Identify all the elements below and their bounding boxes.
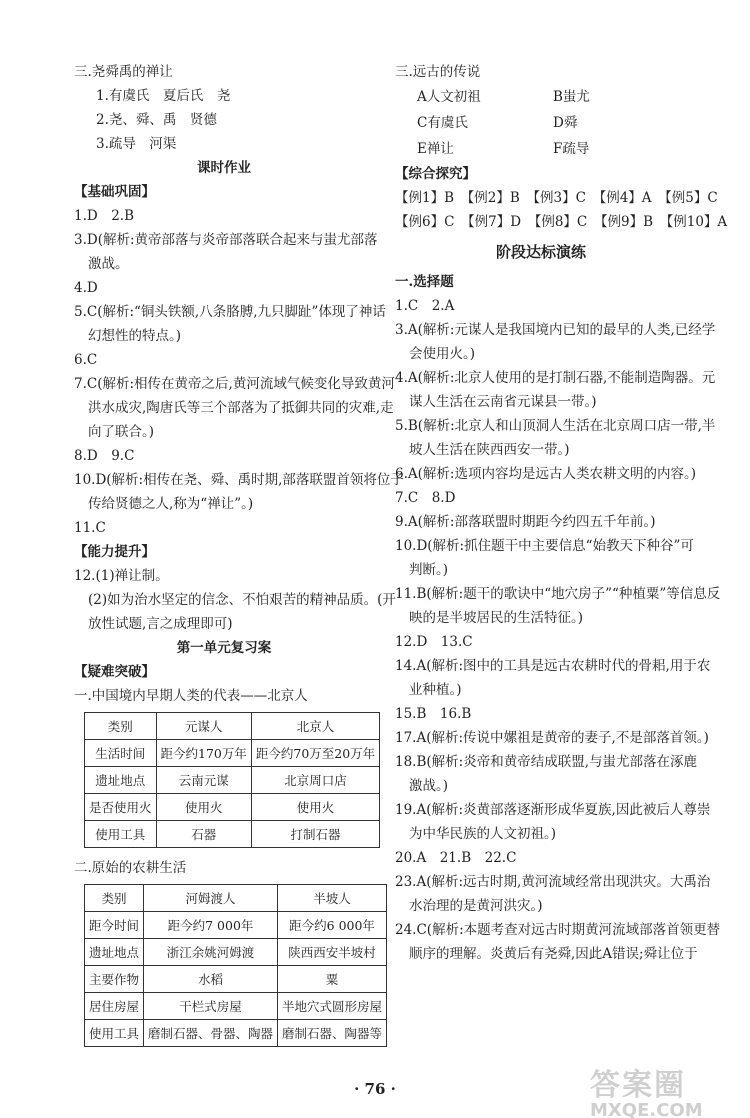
homework-title: 课时作业	[197, 160, 251, 176]
answer-line: 6.A(解析:选项内容均是远古人类农耕文明的内容。)	[395, 466, 696, 482]
table-cell: 是否使用火	[85, 794, 157, 821]
answer-line: 12.(1)禅让制。	[74, 568, 169, 584]
early-humans-table	[84, 712, 380, 848]
watermark-logo	[590, 1060, 740, 1118]
answer-line: 7.C(解析:相传在黄帝之后,黄河流域气候变化导致黄河	[74, 376, 395, 392]
answer-line: 18.B(解析:炎帝和黄帝结成联盟,与蚩尤部落在涿鹿	[395, 754, 697, 770]
answer-line: 水治理的是黄河洪灾。)	[409, 898, 543, 914]
answer-line: 6.C	[74, 352, 98, 368]
table-cell: 磨制石器、陶器等	[278, 1020, 387, 1047]
table-cell: 类别	[85, 885, 144, 912]
answer-line: 10.D(解析:相传在尧、舜、禹时期,部落联盟首领将位子	[74, 472, 404, 488]
table-cell: 遗址地点	[85, 939, 144, 966]
answer-item: F疏导	[553, 141, 590, 157]
section-heading: 三.尧舜禹的禅让	[74, 64, 173, 80]
table-row	[85, 912, 387, 939]
table-cell: 类别	[85, 713, 157, 740]
table-cell: 主要作物	[85, 966, 144, 993]
table-cell: 磨制石器、骨器、陶器	[144, 1020, 278, 1047]
answer-line: 谋人生活在云南省元谋县一带。)	[409, 394, 597, 410]
answer-line: 23.A(解析:远古时期,黄河流域经常出现洪灾。大禹治	[395, 874, 711, 890]
table-row	[85, 740, 380, 767]
table-cell: 距今约170万年	[156, 740, 251, 767]
choice-label: 一.选择题	[395, 274, 454, 290]
explore-label: 【综合探究】	[395, 166, 476, 182]
table-cell: 居住房屋	[85, 993, 144, 1020]
answer-line: 1.C 2.A	[395, 298, 455, 314]
answer-line: 1.有虞氏 夏后氏 尧	[96, 88, 231, 104]
answer-line: 5.B(解析:北京人和山顶洞人生活在北京周口店一带,半	[395, 418, 716, 434]
table-cell: 遗址地点	[85, 767, 157, 794]
table-row	[85, 939, 387, 966]
answer-line: 业种植。)	[409, 682, 462, 698]
answer-line: 12.D 13.C	[395, 634, 473, 650]
right-column	[395, 60, 728, 966]
table-cell: 半地穴式圆形房屋	[278, 993, 387, 1020]
answer-line: 10.D(解析:抓住题干中主要信息“始教天下种谷”可	[395, 538, 694, 554]
table-cell: 生活时间	[85, 740, 157, 767]
table-cell: 使用火	[156, 794, 251, 821]
table-cell: 浙江余姚河姆渡	[144, 939, 278, 966]
table-cell: 陕西西安半坡村	[278, 939, 387, 966]
answer-line: 传给贤德之人,称为“禅让”。)	[88, 496, 254, 512]
legend-answers	[395, 84, 687, 162]
answer-line: 坡人生活在陕西西安一带。)	[409, 442, 570, 458]
section-heading: 三.远古的传说	[395, 64, 481, 80]
examples-line: 【例6】C 【例7】D 【例8】C 【例9】B 【例10】A	[395, 214, 728, 230]
ability-label: 【能力提升】	[74, 544, 155, 560]
answer-line: 顺序的理解。炎黄后有尧舜,因此A错误;舜让位于	[409, 946, 698, 962]
answer-line: 4.D	[74, 280, 98, 296]
table1-heading: 一.中国境内早期人类的代表——北京人	[74, 688, 308, 704]
answer-item: E禅让	[417, 141, 454, 157]
answer-line: 洪水成灾,陶唐氏等三个部落为了抵御共同的灾难,走	[88, 400, 394, 416]
table-row	[85, 966, 387, 993]
answer-item: C有虞氏	[417, 115, 468, 131]
table-cell: 距今约6 000年	[278, 912, 387, 939]
left-column	[74, 60, 404, 1055]
answer-line: 激战。	[88, 256, 129, 272]
answer-line: 向了联合。)	[88, 424, 155, 440]
answer-line: 幻想性的特点。)	[88, 328, 182, 344]
answer-line: 14.A(解析:图中的工具是远古农耕时代的骨耜,用于农	[395, 658, 711, 674]
answer-line: 7.C 8.D	[395, 490, 456, 506]
answer-line: 会使用火。)	[409, 346, 476, 362]
difficulty-label: 【疑难突破】	[74, 664, 155, 680]
table-cell: 河姆渡人	[144, 885, 278, 912]
table-row	[85, 713, 380, 740]
answer-line: 激战。)	[409, 778, 449, 794]
watermark-text: 答案圈	[590, 1068, 686, 1103]
answer-line: 9.A(解析:部落联盟时期距今约四五千年前。)	[395, 514, 656, 530]
table-cell: 距今时间	[85, 912, 144, 939]
answer-line: 3.疏导 河渠	[96, 136, 177, 152]
answer-item: A人文初祖	[417, 89, 481, 105]
table-row	[85, 794, 380, 821]
answer-line: 3.D(解析:黄帝部落与炎帝部落联合起来与蚩尤部落	[74, 232, 378, 248]
table-cell: 使用火	[251, 794, 379, 821]
answer-line: 为中华民族的人文初祖。)	[409, 826, 557, 842]
table-cell: 水稻	[144, 966, 278, 993]
answer-line: 17.A(解析:传说中嫘祖是黄帝的妻子,不是部落首领。)	[395, 730, 709, 746]
table-cell: 元谋人	[156, 713, 251, 740]
table-cell: 使用工具	[85, 1020, 144, 1047]
answer-line: 1.D 2.B	[74, 208, 135, 224]
table-row	[85, 885, 387, 912]
table-cell: 北京人	[251, 713, 379, 740]
answer-line: 4.A(解析:北京人使用的是打制石器,不能制造陶器。元	[395, 370, 716, 386]
table-cell: 使用工具	[85, 821, 157, 848]
basic-label: 【基础巩固】	[74, 184, 155, 200]
answer-line: 判断。)	[409, 562, 449, 578]
answer-item: D舜	[553, 115, 578, 131]
answer-line: (2)如为治水坚定的信念、不怕艰苦的精神品质。(开	[88, 592, 396, 608]
table-cell: 石器	[156, 821, 251, 848]
answer-line: 8.D 9.C	[74, 448, 135, 464]
table-row	[85, 821, 380, 848]
table-cell: 北京周口店	[251, 767, 379, 794]
answer-line: 2.尧、舜、禹 贤德	[96, 112, 217, 128]
examples-line: 【例1】B 【例2】B 【例3】C 【例4】A 【例5】C	[395, 190, 718, 206]
answer-line: 映的是半坡居民的生活特征。)	[409, 610, 584, 626]
page-number: · 76 ·	[354, 1080, 396, 1098]
table2-heading: 二.原始的农耕生活	[74, 860, 187, 876]
answer-line: 24.C(解析:本题考查对远古时期黄河流域部落首领更替	[395, 922, 721, 938]
table-cell: 打制石器	[251, 821, 379, 848]
answer-line: 19.A(解析:炎黄部落逐渐形成华夏族,因此被后人尊崇	[395, 802, 711, 818]
table-cell: 距今约7 000年	[144, 912, 278, 939]
table-cell: 云南元谋	[156, 767, 251, 794]
table-row	[85, 767, 380, 794]
stage-title: 阶段达标演练	[495, 243, 586, 261]
answer-item: B蚩尤	[553, 89, 590, 105]
answer-line: 15.B 16.B	[395, 706, 472, 722]
table-cell: 距今约70万至20万年	[251, 740, 379, 767]
review-title: 第一单元复习案	[176, 640, 272, 656]
table-cell: 半坡人	[278, 885, 387, 912]
watermark-url: MXQE.COM	[590, 1100, 703, 1118]
farming-life-table	[84, 884, 387, 1047]
answer-line: 11.C	[74, 520, 106, 536]
table-cell: 干栏式房屋	[144, 993, 278, 1020]
table-cell: 粟	[278, 966, 387, 993]
table-row	[85, 993, 387, 1020]
answer-line: 20.A 21.B 22.C	[395, 850, 517, 866]
answer-line: 5.C(解析:“铜头铁额,八条胳膊,九只脚趾”体现了神话	[74, 304, 386, 320]
answer-line: 3.A(解析:元谋人是我国境内已知的最早的人类,已经学	[395, 322, 716, 338]
table-row	[85, 1020, 387, 1047]
answer-line: 放性试题,言之成理即可)	[88, 616, 233, 632]
answer-line: 11.B(解析:题干的歌诀中“地穴房子”“种植粟”等信息反	[395, 586, 721, 602]
